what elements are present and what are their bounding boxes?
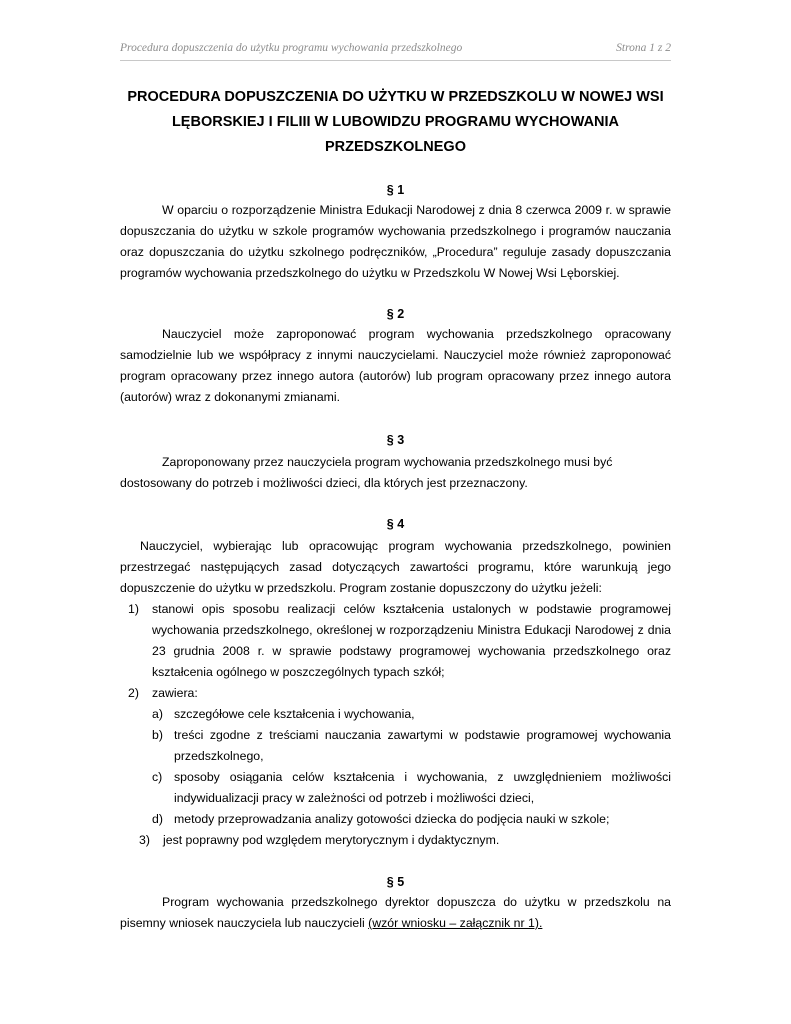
list-item <box>139 830 671 851</box>
list-item-number: 1) <box>128 602 139 616</box>
sub-list-item-letter: b) <box>152 728 163 742</box>
section-4-heading: § 4 <box>386 517 405 531</box>
header-divider <box>120 60 671 61</box>
list-item-number: 3) <box>139 833 150 847</box>
sub-list-item-text: sposoby osiągania celów kształcenia i wychowania, z uwzględnieniem możliwości indywidualizacji pracy w zależności od potrzeb i możliwości dzieci, <box>174 770 671 805</box>
sub-list-item-text: szczegółowe cele kształcenia i wychowania, <box>174 707 415 721</box>
section-2-heading: § 2 <box>386 307 405 321</box>
section-3-line-2: dostosowany do potrzeb i możliwości dzieci, dla których jest przeznaczony. <box>120 476 528 490</box>
section-5-heading: § 5 <box>386 875 405 889</box>
header-document-title: Procedura dopuszczenia do użytku programu wychowania przedszkolnego <box>120 42 463 54</box>
section-3-heading: § 3 <box>386 433 405 447</box>
section-4-intro <box>120 536 671 599</box>
list-item <box>128 599 671 683</box>
section-1-heading: § 1 <box>386 183 405 197</box>
section-5-text: Program wychowania przedszkolnego dyrektor dopuszcza do użytku w przedszkolu na pisemny wniosek nauczyciela lub nauczycieli <box>120 895 671 930</box>
title-line: PRZEDSZKOLNEGO <box>325 139 466 155</box>
sub-list-item <box>152 767 671 809</box>
sub-list-item <box>152 725 671 767</box>
page-header <box>120 42 671 58</box>
sub-list-item-text: metody przeprowadzania analizy gotowości dziecka do podjęcia nauki w szkole; <box>174 812 610 826</box>
section-2-text: Nauczyciel może zaproponować program wychowania przedszkolnego opracowany samodzielnie lub we współpracy z innymi nauczycielami. Nauczyciel może również zaproponować program opracowany przez innego autora (autorów) lub program opracowany przez innego autora (autorów) wraz z dokonanymi zmianami. <box>120 327 671 404</box>
list-item-text: zawiera: <box>152 686 198 700</box>
sub-list-item <box>152 809 671 830</box>
title-line: PROCEDURA DOPUSZCZENIA DO UŻYTKU W PRZEDSZKOLU W NOWEJ WSI <box>127 89 664 105</box>
section-1-paragraph <box>120 200 671 284</box>
list-item-number: 2) <box>128 686 139 700</box>
header-page-number: Strona 1 z 2 <box>616 42 671 54</box>
section-1-text: W oparciu o rozporządzenie Ministra Edukacji Narodowej z dnia 8 czerwca 2009 r. w sprawie dopuszczania do użytku w szkole programów wychowania przedszkolnego i programów nauczania oraz dopuszczania do użytku szkolnego podręczników, „Procedura” reguluje zasady dopuszczania programów wychowania przedszkolnego do użytku w Przedszkolu W Nowej Wsi Lęborskiej. <box>120 203 671 280</box>
section-5-paragraph <box>120 892 671 934</box>
section-3-line-1: Zaproponowany przez nauczyciela program wychowania przedszkolnego musi być <box>162 455 613 469</box>
section-4-intro-text: Nauczyciel, wybierając lub opracowując program wychowania przedszkolnego, powinien przestrzegać następujących zasad dotyczących zawartości programu, które warunkują jego dopuszczenie do użytku w przedszkolu. Program zostanie dopuszczony do użytku jeżeli: <box>120 539 671 595</box>
attachment-reference: (wzór wniosku – załącznik nr 1). <box>368 916 543 930</box>
sub-list-item-letter: a) <box>152 707 163 721</box>
sub-list-item-letter: d) <box>152 812 163 826</box>
list-item-text: jest poprawny pod względem merytorycznym i dydaktycznym. <box>163 833 500 847</box>
sub-list-item <box>152 704 671 725</box>
list-item-text: stanowi opis sposobu realizacji celów kształcenia ustalonych w podstawie programowej wychowania przedszkolnego, określonej w rozporządzeniu Ministra Edukacji Narodowej z dnia 23 grudnia 2008 r. w sprawie podstawy programowej wychowania przedszkolnego oraz kształcenia ogólnego w poszczególnych typach szkół; <box>152 602 671 679</box>
list-item <box>128 683 671 704</box>
document-title <box>100 85 691 160</box>
section-2-paragraph <box>120 324 671 408</box>
sub-list-item-text: treści zgodne z treściami nauczania zawartymi w podstawie programowej wychowania przedszkolnego, <box>174 728 671 763</box>
title-line: LĘBORSKIEJ I FILIII W LUBOWIDZU PROGRAMU WYCHOWANIA <box>171 114 620 130</box>
sub-list-item-letter: c) <box>152 770 163 784</box>
section-3-paragraph <box>120 452 671 494</box>
